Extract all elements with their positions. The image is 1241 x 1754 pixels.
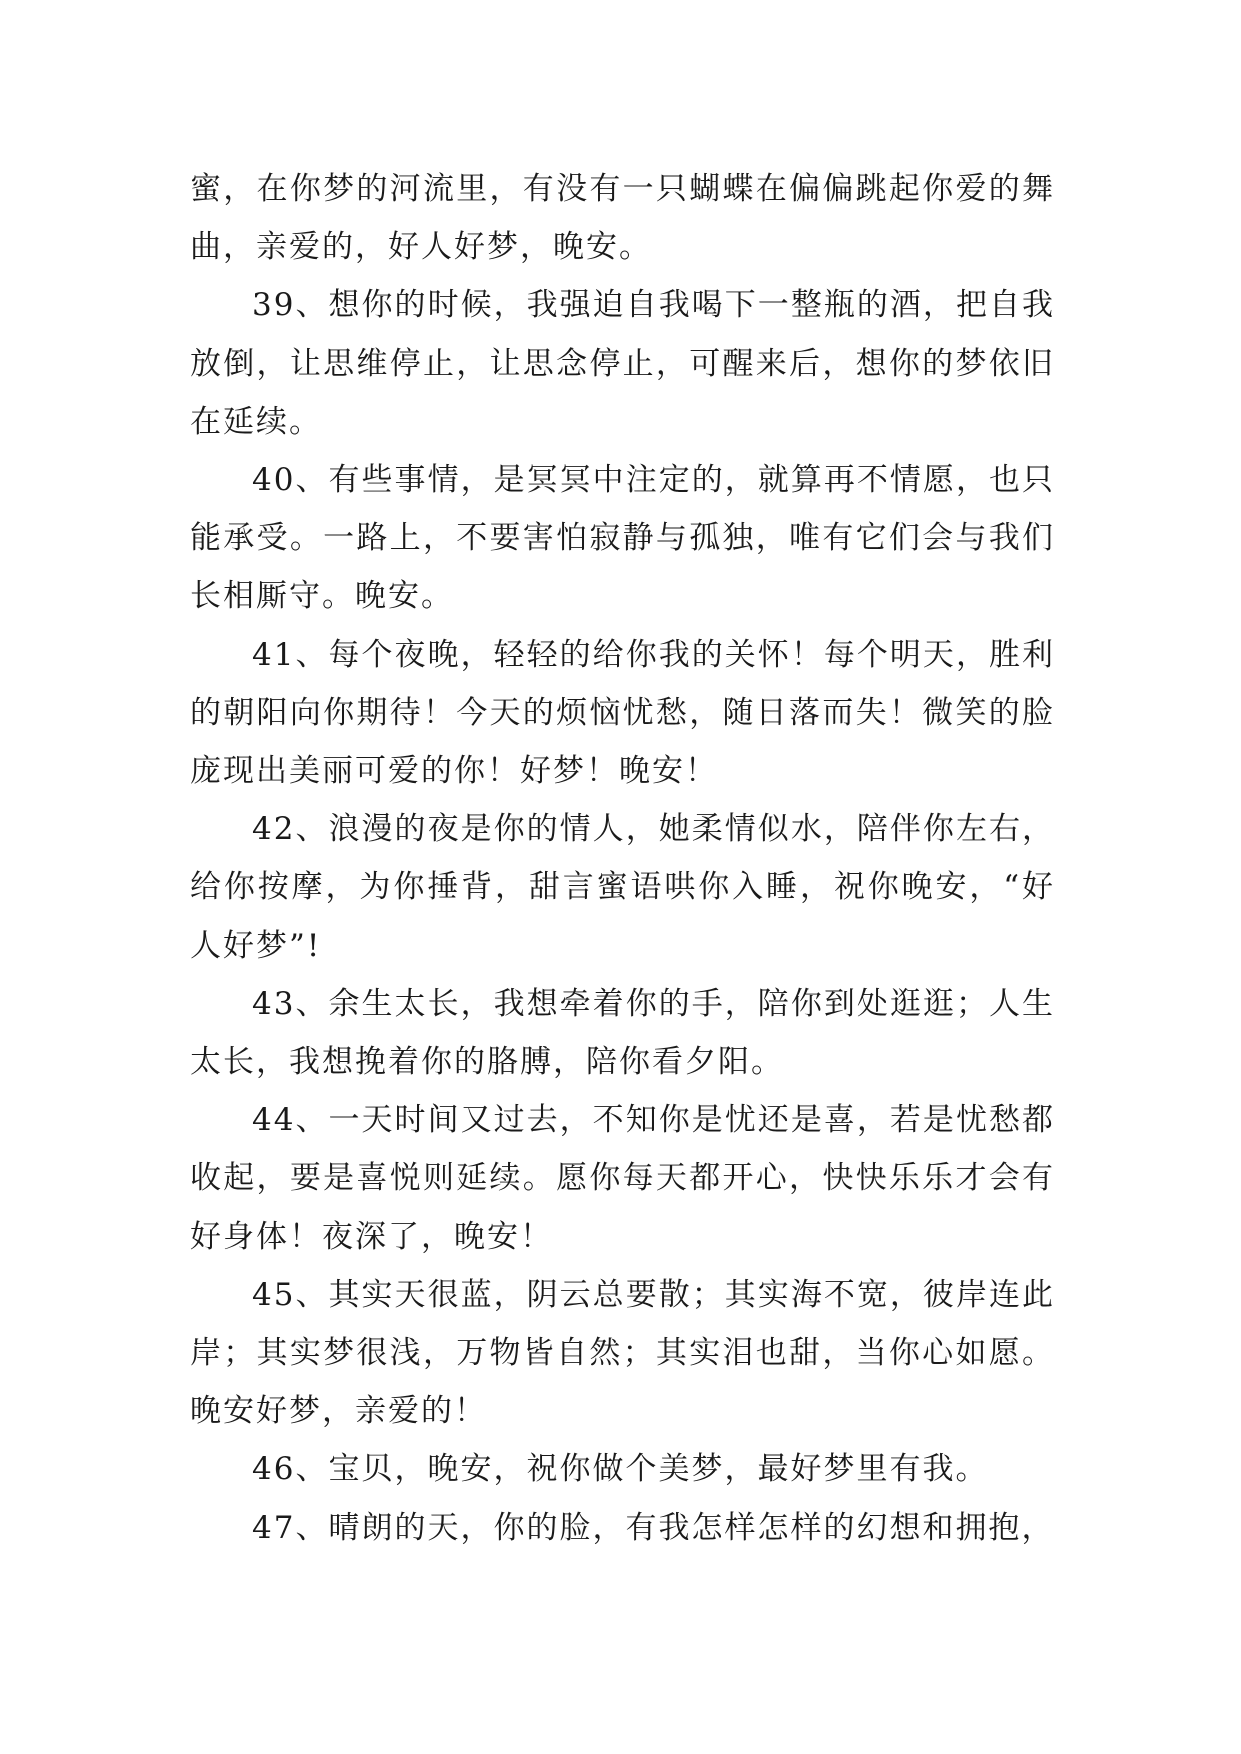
paragraph-42: 42、浪漫的夜是你的情人，她柔情似水，陪伴你左右，给你按摩，为你捶背，甜言蜜语哄你入睡，祝你晚安，“好人好梦”! — [190, 811, 1055, 964]
paragraph-44: 44、一天时间又过去，不知你是忧还是喜，若是忧愁都收起，要是喜悦则延续。愿你每天都开心，快快乐乐才会有好身体！夜深了，晚安！ — [190, 1102, 1055, 1255]
paragraph-47: 47、晴朗的天，你的脸，有我怎样怎样的幻想和拥抱， — [252, 1509, 1055, 1546]
document-body — [190, 160, 1055, 1557]
paragraph-43: 43、余生太长，我想牵着你的手，陪你到处逛逛；人生太长，我想挽着你的胳膊，陪你看夕阳。 — [190, 985, 1055, 1081]
paragraph-41: 41、每个夜晚，轻轻的给你我的关怀！每个明天，胜利的朝阳向你期待！今天的烦恼忧愁，随日落而失！微笑的脸庞现出美丽可爱的你！好梦！晚安！ — [190, 636, 1055, 790]
paragraph-39: 39、想你的时候，我强迫自我喝下一整瓶的酒，把自我放倒，让思维停止，让思念停止，可醒来后，想你的梦依旧在延续。 — [190, 287, 1055, 440]
paragraph-46: 46、宝贝，晚安，祝你做个美梦，最好梦里有我。 — [252, 1451, 989, 1488]
paragraph-45: 45、其实天很蓝，阴云总要散；其实海不宽，彼岸连此岸；其实梦很浅，万物皆自然；其实泪也甜，当你心如愿。晚安好梦，亲爱的！ — [190, 1276, 1055, 1430]
paragraph-40: 40、有些事情，是冥冥中注定的，就算再不情愿，也只能承受。一路上，不要害怕寂静与孤独，唯有它们会与我们长相厮守。晚安。 — [190, 462, 1055, 615]
paragraph-continuation: 蜜，在你梦的河流里，有没有一只蝴蝶在偏偏跳起你爱的舞曲，亲爱的，好人好梦，晚安。 — [190, 171, 1055, 266]
